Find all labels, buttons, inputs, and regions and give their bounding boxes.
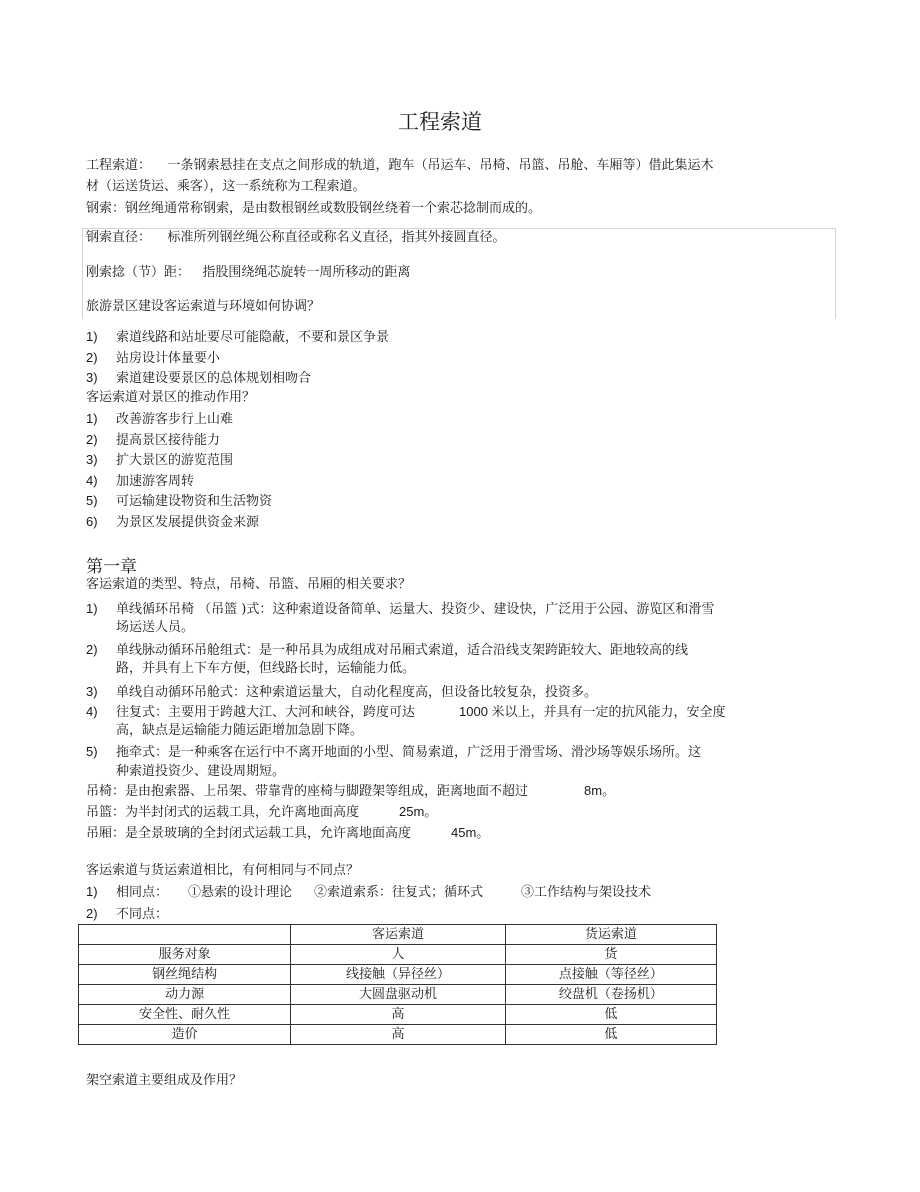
list-item [86, 369, 311, 388]
list-item [86, 349, 220, 368]
list-item-cont: 场运送人员。 [116, 620, 195, 635]
definition-text: 钢丝绳通常称钢索，是由数根钢丝或数股钢丝绕着一个索芯捻制而成的。 [125, 201, 542, 216]
list-item [86, 641, 688, 660]
table-cell: 线接触（异径丝） [291, 965, 505, 985]
question-environment: 旅游景区建设客运索道与环境如何协调？ [86, 299, 321, 314]
item-number: 3) [86, 684, 98, 699]
requirement-text: 吊篮：为半封闭式的运载工具，允许离地面高度 [86, 805, 360, 820]
item-number: 1) [86, 884, 98, 899]
item-text: 单线自动循环吊舱式：这种索道运量大，自动化程度高，但设备比较复杂，投资多。 [116, 685, 598, 700]
definition-cableway [86, 157, 714, 175]
item-number: 5) [86, 744, 98, 759]
question-promotion: 客运索道对景区的推动作用？ [86, 390, 256, 405]
item-number: 4) [86, 473, 98, 488]
term: 刚索捻（节）距： [86, 265, 191, 280]
question-components: 架空索道主要组成及作用？ [86, 1073, 243, 1088]
item-text: 改善游客步行上山难 [116, 412, 234, 427]
question-compare: 客运索道与货运索道相比，有何相同与不同点？ [86, 863, 360, 878]
term: 钢索直径： [86, 230, 152, 245]
list-item-cont: 路，并具有上下车方便，但线路长时，运输能力低。 [116, 661, 416, 676]
item-text: 1000 米以上，并具有一定的抗风能力，安全度 [459, 704, 726, 719]
table-cell: 动力源 [79, 985, 291, 1005]
list-item [86, 410, 233, 429]
list-item-cont: 高，缺点是运输能力随运距增加急剧下降。 [116, 723, 364, 738]
same-point: ③工作结构与架设技术 [521, 885, 652, 900]
list-item [86, 513, 259, 532]
same-point: ①悬索的设计理论 [188, 885, 293, 900]
table-cell: 绞盘机（卷扬机） [505, 985, 716, 1005]
requirement-value: 45m。 [451, 825, 490, 840]
list-item [86, 431, 220, 450]
table-row [79, 985, 717, 1005]
item-text: 索道线路和站址要尽可能隐蔽，不要和景区争景 [116, 330, 390, 345]
item-text: 往复式：主要用于跨越大江、大河和峡谷，跨度可达 [116, 705, 416, 720]
requirement-value: 8m。 [584, 783, 616, 798]
table-cell: 点接触（等径丝） [505, 965, 716, 985]
table-cell: 钢丝绳结构 [79, 965, 291, 985]
definition-cableway-cont: 材（运送货运、乘客），这一系统称为工程索道。 [86, 179, 366, 194]
same-point: ②索道索系：往复式；循环式 [314, 885, 484, 900]
definition-steel-cable [86, 200, 541, 218]
table-cell: 大圆盘驱动机 [291, 985, 505, 1005]
table-cell: 低 [505, 1005, 716, 1025]
table-cell: 人 [291, 945, 505, 965]
chapter-heading: 第一章 [86, 557, 137, 577]
list-item [86, 683, 597, 702]
item-text: 索道建设要景区的总体规划相吻合 [116, 371, 312, 386]
item-text: 扩大景区的游览范围 [116, 453, 234, 468]
table-header-cell [79, 925, 291, 945]
definition-text: 一条钢索悬挂在支点之间形成的轨道，跑车（吊运车、吊椅、吊篮、吊舱、车厢等）借此集运木 [167, 158, 714, 173]
list-item [86, 743, 701, 762]
table-cell: 服务对象 [79, 945, 291, 965]
term: 工程索道： [86, 158, 152, 173]
item-label: 相同点： [116, 885, 169, 900]
item-label: 不同点： [116, 907, 169, 922]
requirement-text: 吊厢：是全景玻璃的全封闭式运载工具，允许离地面高度 [86, 826, 412, 841]
table-header-cell: 客运索道 [291, 925, 505, 945]
item-text: 站房设计体量要小 [116, 351, 221, 366]
item-text: 可运输建设物资和生活物资 [116, 494, 273, 509]
item-number: 2) [86, 906, 98, 921]
comparison-table [78, 924, 717, 1045]
list-item [86, 600, 714, 619]
table-cell: 货 [505, 945, 716, 965]
requirement-value: 25m。 [399, 804, 438, 819]
item-number: 6) [86, 514, 98, 529]
definition-text: 指股围绕绳芯旋转一周所移动的距离 [202, 265, 411, 280]
item-number: 2) [86, 432, 98, 447]
table-cell: 安全性、耐久性 [79, 1005, 291, 1025]
item-text: 拖牵式：是一种乘客在运行中不离开地面的小型、简易索道，广泛用于滑雪场、滑沙场等娱乐场所。这 [116, 745, 702, 760]
definition-pitch [86, 264, 410, 282]
item-text: 单线循环吊椅 （吊篮 )式：这种索道设备简单、运量大、投资少、建设快，广泛用于公园、游览区和滑雪 [116, 602, 715, 617]
list-item-cont: 种索道投资少、建设周期短。 [116, 764, 286, 779]
table-row [79, 1025, 717, 1045]
item-number: 1) [86, 601, 98, 616]
item-text: 加速游客周转 [116, 474, 195, 489]
item-number: 4) [86, 704, 98, 719]
item-text: 提高景区接待能力 [116, 433, 221, 448]
table-row [79, 945, 717, 965]
list-item [86, 328, 389, 347]
item-number: 1) [86, 411, 98, 426]
term: 钢索： [86, 201, 126, 216]
item-text: 为景区发展提供资金来源 [116, 515, 260, 530]
chair-requirement [86, 782, 615, 801]
question-types: 客运索道的类型、特点，吊椅、吊篮、吊厢的相关要求？ [86, 577, 412, 592]
table-cell: 造价 [79, 1025, 291, 1045]
definition-text: 标准所列钢丝绳公称直径或称名义直径，指其外接圆直径。 [167, 230, 506, 245]
basket-requirement [86, 803, 437, 822]
table-cell: 高 [291, 1025, 505, 1045]
page-title: 工程索道 [398, 110, 482, 134]
item-number: 2) [86, 642, 98, 657]
list-item [86, 472, 194, 491]
list-item [86, 703, 726, 722]
item-text: 单线脉动循环吊舱组式：是一种吊具为成组成对吊厢式索道，适合沿线支架跨距较大、距地较高的线 [116, 643, 689, 658]
item-number: 3) [86, 370, 98, 385]
table-header-cell: 货运索道 [505, 925, 716, 945]
list-item [86, 492, 272, 511]
table-row [79, 1005, 717, 1025]
table-row [79, 965, 717, 985]
item-number: 3) [86, 452, 98, 467]
item-number: 1) [86, 329, 98, 344]
same-points [86, 883, 651, 902]
table-cell: 低 [505, 1025, 716, 1045]
cabin-requirement [86, 824, 489, 843]
table-cell: 高 [291, 1005, 505, 1025]
diff-points [86, 905, 168, 924]
item-number: 2) [86, 350, 98, 365]
definition-diameter [86, 229, 506, 247]
list-item [86, 451, 233, 470]
table-header-row [79, 925, 717, 945]
item-number: 5) [86, 493, 98, 508]
requirement-text: 吊椅：是由抱索器、上吊架、带靠背的座椅与脚蹬架等组成，距离地面不超过 [86, 784, 529, 799]
